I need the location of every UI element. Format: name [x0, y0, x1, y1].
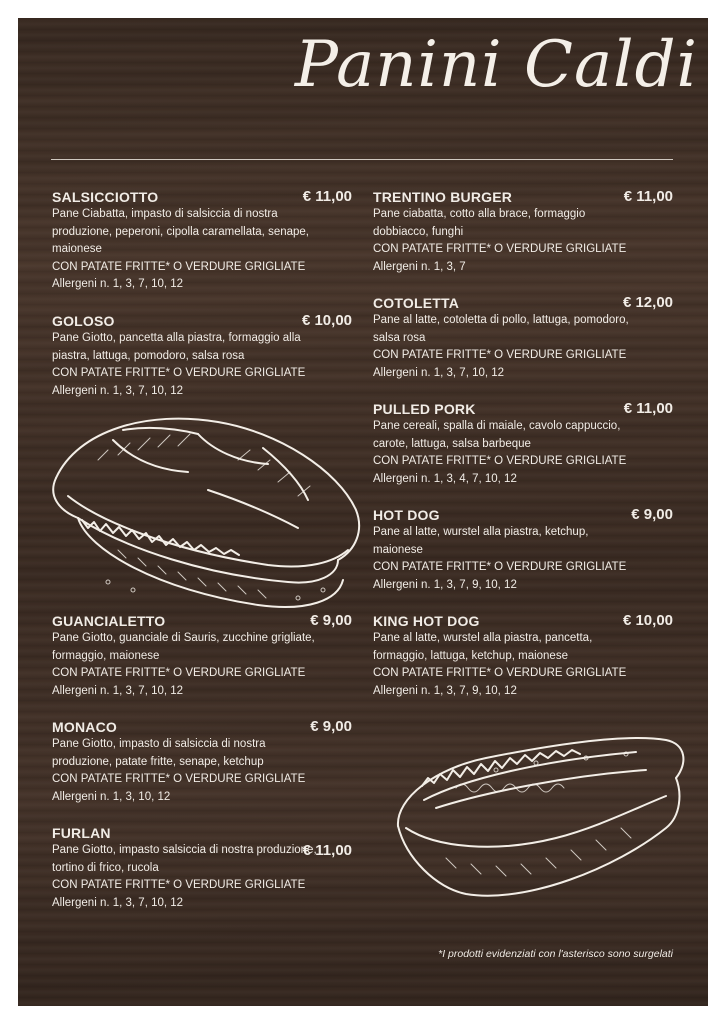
item-side-option: CON PATATE FRITTE* O VERDURE GRIGLIATE	[52, 367, 306, 380]
item-allergens: Allergeni n. 1, 3, 7, 10, 12	[52, 278, 184, 291]
item-name: TRENTINO BURGER	[373, 189, 513, 205]
item-description: Pane al latte, cotoletta di pollo, lattuga, pomodoro,	[373, 314, 629, 326]
hotdog-sketch-icon	[376, 708, 696, 918]
menu-item-furlan	[52, 824, 352, 912]
title-divider	[51, 159, 673, 160]
item-price: € 12,00	[622, 294, 673, 311]
item-allergens: Allergeni n. 1, 3, 10, 12	[52, 790, 171, 803]
item-price: € 9,00	[310, 718, 352, 735]
item-description: Pane ciabatta, cotto alla brace, formaggio	[373, 208, 586, 220]
item-name: COTOLETTA	[373, 295, 460, 311]
item-description: Pane al latte, wurstel alla piastra, ketchup,	[373, 526, 589, 538]
item-description: formaggio, lattuga, ketchup, maionese	[373, 649, 568, 662]
item-price: € 11,00	[302, 842, 352, 859]
item-allergens: Allergeni n. 1, 3, 4, 7, 10, 12	[373, 472, 517, 485]
item-description: tortino di frico, rucola	[52, 861, 159, 874]
item-side-option: CON PATATE FRITTE* O VERDURE GRIGLIATE	[373, 667, 627, 680]
item-price: € 10,00	[622, 612, 673, 629]
item-description: maionese	[373, 543, 423, 556]
item-description: Pane Giotto, impasto salsiccia di nostra produzione,	[52, 844, 317, 856]
item-allergens: Allergeni n. 1, 3, 7	[373, 260, 466, 273]
item-name: MONACO	[52, 719, 117, 735]
item-side-option: CON PATATE FRITTE* O VERDURE GRIGLIATE	[373, 561, 627, 574]
item-description: dobbiacco, funghi	[373, 225, 464, 238]
item-description: salsa rosa	[373, 331, 426, 344]
menu-item-hot-dog	[373, 506, 673, 594]
item-price: € 10,00	[301, 312, 352, 329]
item-price: € 9,00	[310, 612, 352, 629]
item-allergens: Allergeni n. 1, 3, 7, 10, 12	[373, 366, 505, 379]
menu-board	[18, 18, 708, 1006]
menu-item-trentino-burger	[373, 188, 673, 276]
item-allergens: Allergeni n. 1, 3, 7, 10, 12	[52, 684, 184, 697]
item-allergens: Allergeni n. 1, 3, 7, 10, 12	[52, 896, 184, 909]
item-side-option: CON PATATE FRITTE* O VERDURE GRIGLIATE	[373, 349, 627, 362]
item-description: Pane Giotto, guanciale di Sauris, zucchine grigliate,	[52, 632, 315, 644]
item-name: GUANCIALETTO	[52, 613, 166, 629]
item-side-option: CON PATATE FRITTE* O VERDURE GRIGLIATE	[373, 243, 627, 256]
item-price: € 11,00	[623, 188, 673, 205]
item-side-option: CON PATATE FRITTE* O VERDURE GRIGLIATE	[52, 773, 306, 786]
menu-item-pulled-pork	[373, 400, 673, 488]
item-name: GOLOSO	[52, 313, 115, 329]
item-description: Pane Giotto, impasto di salsiccia di nostra	[52, 738, 266, 750]
frozen-products-footnote: *I prodotti evidenziati con l'asterisco sono surgelati	[438, 948, 673, 960]
item-name: KING HOT DOG	[373, 613, 480, 629]
item-description: Pane Giotto, pancetta alla piastra, formaggio alla	[52, 332, 301, 344]
item-side-option: CON PATATE FRITTE* O VERDURE GRIGLIATE	[52, 667, 306, 680]
menu-title: Panini Caldi	[294, 28, 698, 102]
item-description: maionese	[52, 243, 102, 256]
item-description: produzione, peperoni, cipolla caramellata, senape,	[52, 225, 309, 238]
item-side-option: CON PATATE FRITTE* O VERDURE GRIGLIATE	[373, 455, 627, 468]
item-price: € 11,00	[302, 188, 352, 205]
item-side-option: CON PATATE FRITTE* O VERDURE GRIGLIATE	[52, 260, 306, 273]
item-allergens: Allergeni n. 1, 3, 7, 10, 12	[52, 384, 184, 397]
menu-item-goloso	[52, 312, 352, 400]
item-description: Pane al latte, wurstel alla piastra, pancetta,	[373, 632, 593, 644]
menu-item-king-hot-dog	[373, 612, 673, 700]
item-name: FURLAN	[52, 825, 111, 841]
menu-item-guancialetto	[52, 612, 352, 700]
item-description: piastra, lattuga, pomodoro, salsa rosa	[52, 349, 245, 362]
item-description: formaggio, maionese	[52, 649, 160, 662]
item-price: € 11,00	[623, 400, 673, 417]
menu-item-monaco	[52, 718, 352, 806]
item-description: Pane Ciabatta, impasto di salsiccia di nostra	[52, 208, 278, 220]
item-name: PULLED PORK	[373, 401, 476, 417]
item-name: HOT DOG	[373, 507, 440, 523]
menu-item-cotoletta	[373, 294, 673, 382]
item-allergens: Allergeni n. 1, 3, 7, 9, 10, 12	[373, 684, 517, 697]
item-description: produzione, patate fritte, senape, ketchup	[52, 755, 264, 768]
item-description: Pane cereali, spalla di maiale, cavolo cappuccio,	[373, 420, 621, 432]
menu-item-salsicciotto	[52, 188, 352, 294]
item-side-option: CON PATATE FRITTE* O VERDURE GRIGLIATE	[52, 879, 306, 892]
item-description: carote, lattuga, salsa barbeque	[373, 437, 531, 450]
item-allergens: Allergeni n. 1, 3, 7, 9, 10, 12	[373, 578, 517, 591]
item-name: SALSICCIOTTO	[52, 189, 159, 205]
sandwich-sketch-icon	[38, 400, 368, 620]
item-price: € 9,00	[631, 506, 673, 523]
